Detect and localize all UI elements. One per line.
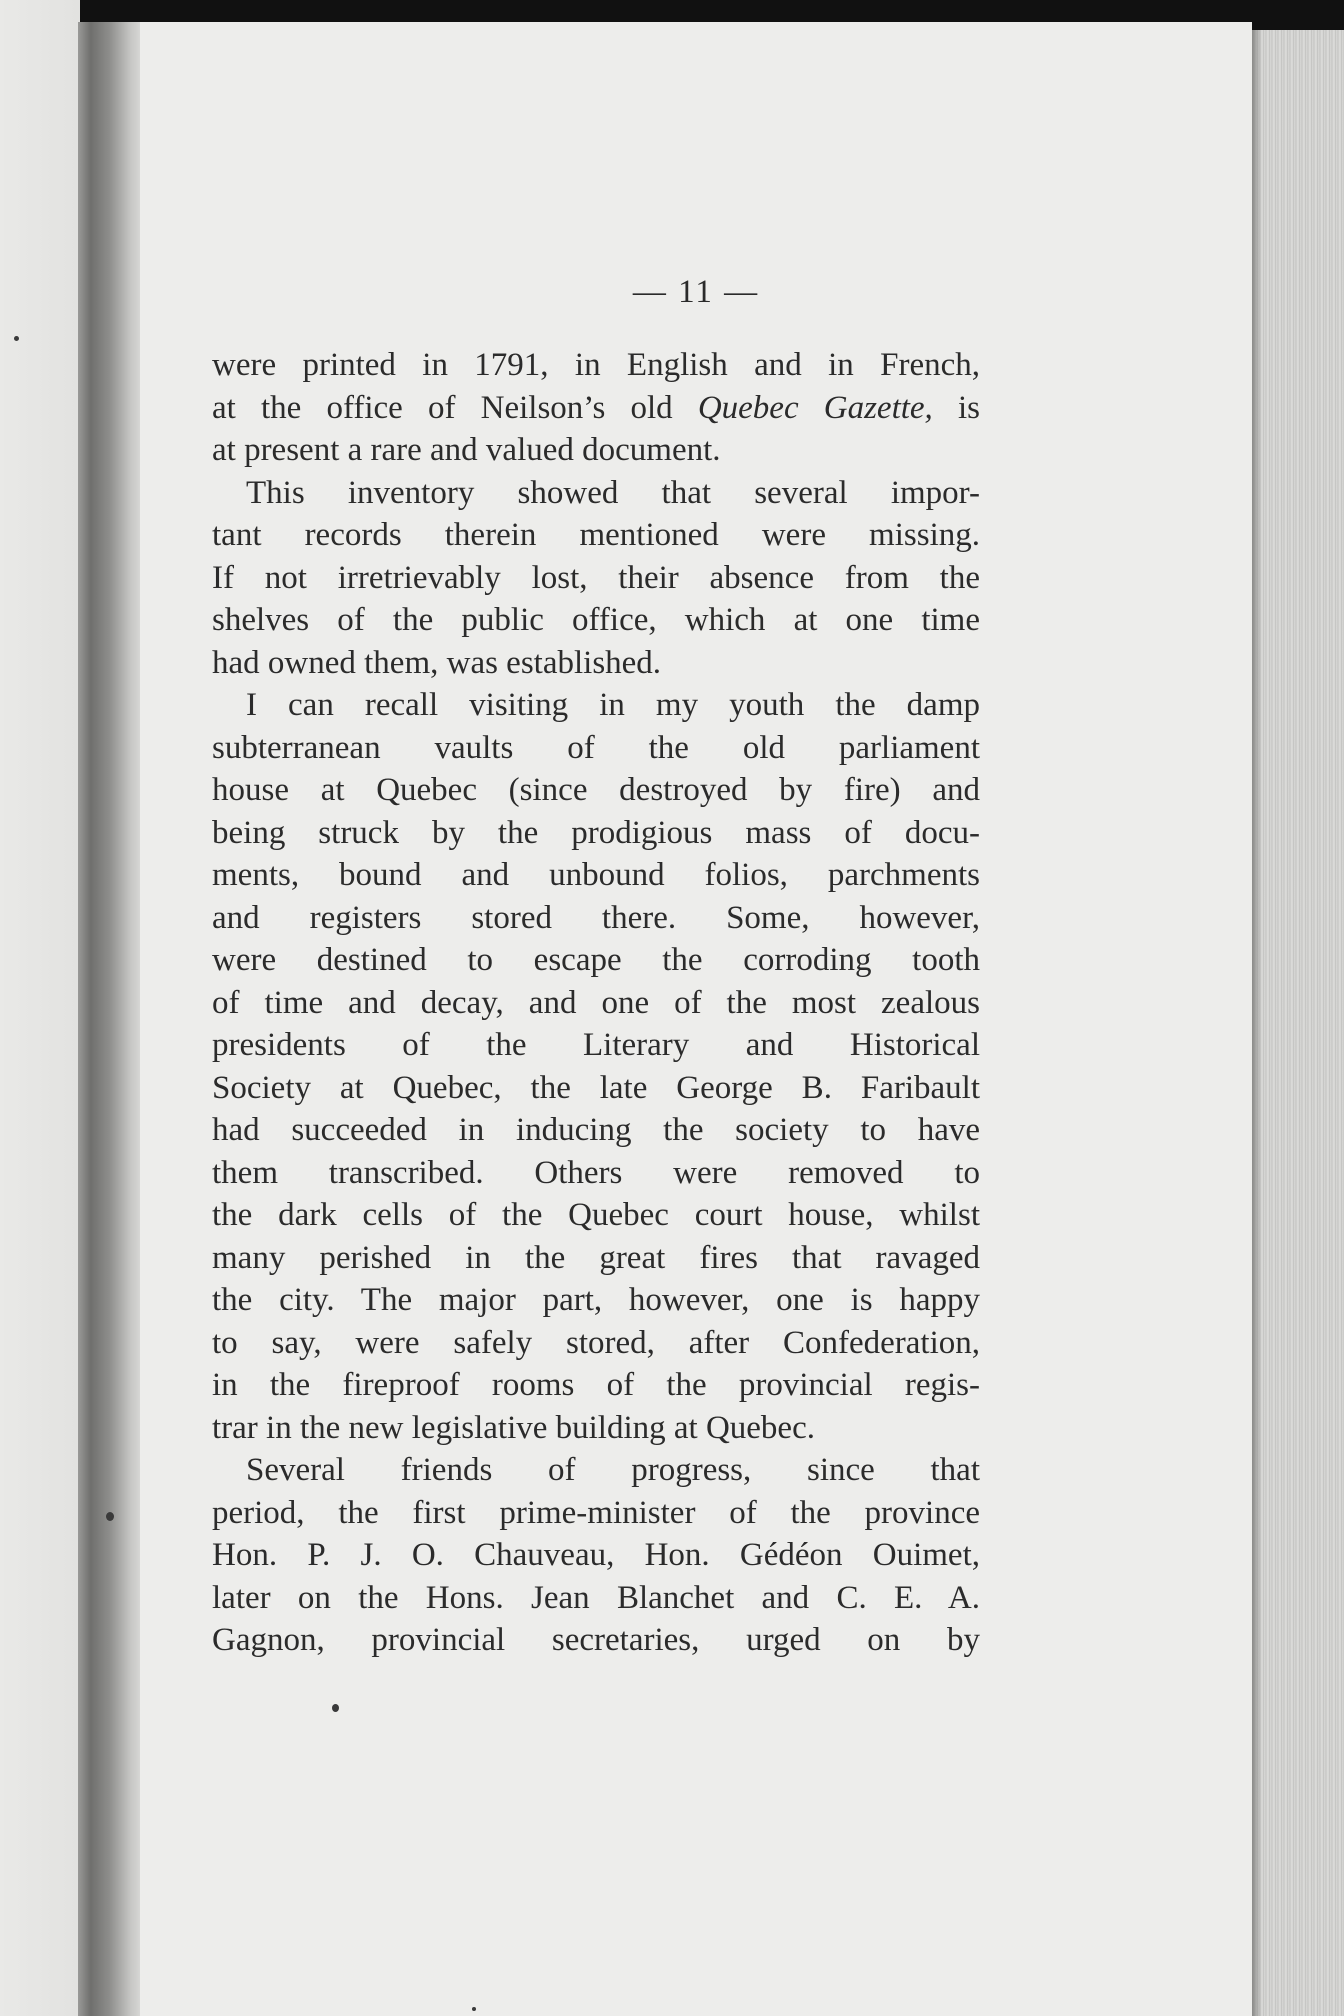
- left-facing-page-edge: [0, 0, 80, 2016]
- text-line: This inventory showed that several impor-: [246, 474, 980, 511]
- book-page: [140, 22, 1252, 2016]
- text-line: presidents of the Literary and Historical: [212, 1027, 980, 1063]
- text-line: in the fireproof rooms of the provincial regis-: [212, 1367, 980, 1403]
- text-line: later on the Hons. Jean Blanchet and C. E. A.: [212, 1579, 980, 1616]
- speck-mark: [332, 1704, 339, 1712]
- text-line: Hon. P. J. O. Chauveau, Hon. Gédéon Ouimet,: [212, 1537, 980, 1573]
- text-line: and registers stored there. Some, however,: [212, 899, 980, 936]
- text-line: were destined to escape the corroding tooth: [212, 942, 980, 978]
- text-line: many perished in the great fires that ravaged: [212, 1239, 980, 1276]
- text-line: had owned them, was established.: [212, 644, 662, 681]
- text-line-segment: is: [932, 389, 980, 426]
- text-line: If not irretrievably lost, their absence from the: [212, 559, 980, 596]
- text-line: Society at Quebec, the late George B. Faribault: [212, 1069, 980, 1106]
- text-line: Several friends of progress, since that: [246, 1452, 980, 1488]
- text-line: of time and decay, and one of the most zealous: [212, 984, 980, 1021]
- text-line: trar in the new legislative building at Quebec.: [212, 1409, 815, 1446]
- text-line: at present a rare and valued document.: [212, 432, 721, 468]
- text-line: shelves of the public office, which at one time: [212, 602, 980, 638]
- speck-mark: [106, 1512, 114, 1521]
- text-line: were printed in 1791, in English and in French,: [212, 347, 980, 383]
- page-number: — 11 —: [632, 274, 760, 310]
- text-line: being struck by the prodigious mass of docu-: [212, 814, 980, 851]
- text-line: Gagnon, provincial secretaries, urged on by: [212, 1622, 980, 1658]
- text-line: the dark cells of the Quebec court house, whilst: [212, 1197, 980, 1233]
- text-line: the city. The major part, however, one is happy: [212, 1282, 980, 1318]
- text-line: ments, bound and unbound folios, parchments: [212, 857, 980, 893]
- text-line: house at Quebec (since destroyed by fire) and: [212, 772, 980, 808]
- text-line: to say, were safely stored, after Confederation,: [212, 1324, 980, 1361]
- text-line: I can recall visiting in my youth the damp: [246, 687, 980, 723]
- text-line: them transcribed. Others were removed to: [212, 1154, 980, 1191]
- text-line-segment: at the office of Neilson’s old: [212, 389, 698, 426]
- speck-mark: [14, 336, 19, 341]
- text-line: [212, 387, 980, 430]
- newspaper-title: Quebec Gazette,: [697, 389, 933, 426]
- page-body-text: [212, 344, 980, 1662]
- text-line: period, the first prime-minister of the province: [212, 1494, 980, 1531]
- speck-mark: [472, 2007, 476, 2011]
- page-block-shadow: [1252, 30, 1262, 2016]
- page-block-edge: [1252, 30, 1344, 2016]
- text-line: had succeeded in inducing the society to have: [212, 1112, 980, 1148]
- text-line: subterranean vaults of the old parliament: [212, 729, 980, 766]
- text-line: tant records therein mentioned were missing.: [212, 517, 980, 553]
- book-gutter-shadow: [78, 22, 148, 2016]
